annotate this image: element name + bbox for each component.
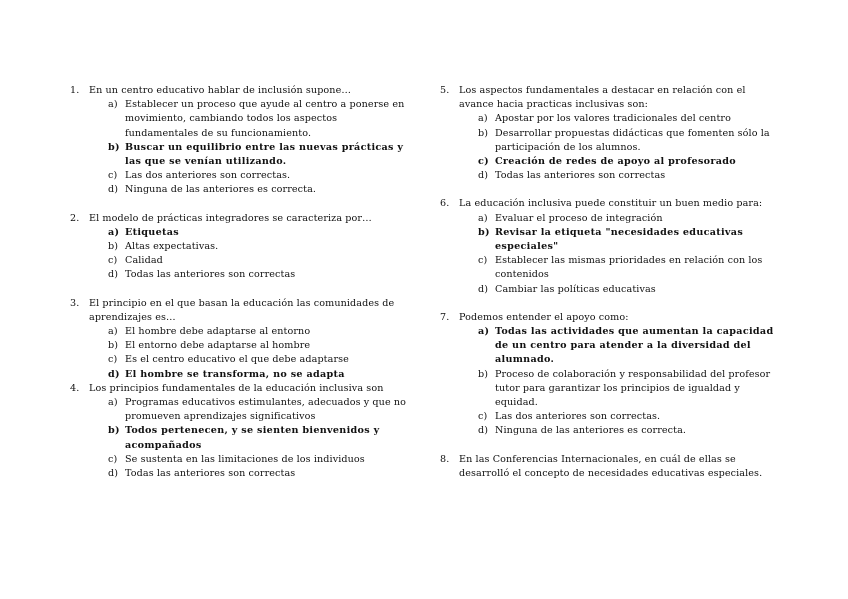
option-letter: a): [108, 326, 118, 338]
question-text: Los principios fundamentales de la educación inclusiva son: [89, 382, 384, 394]
answer-option: [478, 283, 775, 297]
option-letter: c): [478, 411, 488, 423]
correct-answer-option: [108, 368, 410, 382]
option-letter: a): [108, 226, 120, 238]
question-text: En las Conferencias Internacionales, en cuál de ellas se desarrolló el concepto de necesidades educativas especiales.: [459, 453, 763, 479]
question-stem: [70, 212, 410, 226]
answer-option: [478, 424, 775, 438]
option-letter: a): [478, 212, 488, 224]
option-letter: d): [478, 170, 489, 182]
option-letter: d): [108, 184, 119, 196]
answer-options: [108, 396, 410, 481]
answer-option: [108, 240, 410, 254]
option-letter: d): [478, 283, 489, 295]
option-letter: c): [108, 255, 118, 267]
option-letter: c): [108, 453, 118, 465]
option-letter: b): [108, 241, 119, 253]
question-3: [70, 297, 410, 382]
answer-option: [478, 212, 775, 226]
question-number: 8.: [440, 453, 450, 465]
answer-option: [108, 467, 410, 481]
option-letter: a): [108, 99, 118, 111]
question-text: El modelo de prácticas integradores se caracteriza por…: [89, 212, 372, 224]
question-8: [440, 453, 775, 481]
option-text: Evaluar el proceso de integración: [495, 212, 663, 224]
option-letter: a): [478, 113, 488, 125]
option-letter: b): [478, 368, 489, 380]
right-column: [440, 84, 775, 481]
question-stem: [70, 297, 410, 325]
left-column: [70, 84, 410, 481]
option-text: Establecer las mismas prioridades en relación con los contenidos: [495, 255, 763, 281]
option-text: Todas las anteriores son correctas: [495, 170, 666, 182]
option-text: Todas las anteriores son correctas: [125, 468, 296, 480]
option-text: Ninguna de las anteriores es correcta.: [495, 425, 687, 437]
answer-option: [478, 127, 775, 155]
question-stem: [440, 197, 775, 211]
question-stem: [440, 311, 775, 325]
answer-option: [108, 183, 410, 197]
option-letter: c): [108, 170, 118, 182]
option-letter: d): [108, 468, 119, 480]
answer-options: [478, 112, 775, 183]
option-text: El entorno debe adaptarse al hombre: [125, 340, 311, 352]
option-letter: a): [108, 397, 118, 409]
option-text: Revisar la etiqueta "necesidades educativas especiales": [495, 226, 744, 253]
option-letter: b): [478, 127, 489, 139]
option-text: Ninguna de las anteriores es correcta.: [125, 184, 317, 196]
question-4: [70, 382, 410, 481]
answer-option: [108, 254, 410, 268]
question-stem: [440, 453, 775, 481]
answer-option: [108, 169, 410, 183]
option-letter: c): [108, 354, 118, 366]
question-5: [440, 84, 775, 183]
correct-answer-option: [478, 325, 775, 368]
answer-option: [108, 339, 410, 353]
answer-option: [478, 254, 775, 282]
question-1: [70, 84, 410, 198]
answer-option: [108, 268, 410, 282]
option-text: Apostar por los valores tradicionales del centro: [495, 113, 731, 125]
option-letter: d): [478, 425, 489, 437]
option-text: Todas las anteriores son correctas: [125, 269, 296, 281]
option-text: El hombre debe adaptarse al entorno: [125, 326, 311, 338]
option-text: Proceso de colaboración y responsabilidad del profesor tutor para garantizar los principios de igualdad y equidad.: [495, 368, 771, 409]
option-letter: b): [108, 141, 120, 153]
answer-options: [478, 325, 775, 439]
question-text: El principio en el que basan la educación las comunidades de aprendizajes es…: [89, 297, 395, 323]
option-letter: b): [108, 340, 119, 352]
option-letter: c): [478, 255, 488, 267]
option-letter: c): [478, 156, 489, 168]
option-text: Calidad: [125, 255, 163, 267]
option-text: Buscar un equilibrio entre las nuevas prácticas y las que se venían utilizando.: [125, 141, 404, 168]
answer-option: [108, 453, 410, 467]
option-text: Establecer un proceso que ayude al centro a ponerse en movimiento, cambiando todos los aspectos fundamentales de su funcionamiento.: [125, 99, 405, 139]
question-text: Podemos entender el apoyo como:: [459, 311, 629, 323]
question-stem: [440, 84, 775, 112]
answer-options: [478, 212, 775, 297]
answer-options: [108, 98, 410, 197]
correct-answer-option: [108, 424, 410, 452]
answer-option: [478, 410, 775, 424]
correct-answer-option: [108, 226, 410, 240]
correct-answer-option: [108, 141, 410, 169]
question-number: 2.: [70, 212, 80, 224]
option-text: Todas las actividades que aumentan la capacidad de un centro para atender a la diversidad del alumnado.: [495, 326, 774, 366]
question-stem: [70, 84, 410, 98]
answer-option: [478, 169, 775, 183]
question-number: 7.: [440, 311, 450, 323]
question-number: 6.: [440, 198, 450, 210]
option-text: Las dos anteriores son correctas.: [125, 170, 291, 182]
option-text: Altas expectativas.: [125, 241, 219, 253]
question-number: 4.: [70, 382, 80, 394]
answer-option: [108, 396, 410, 424]
correct-answer-option: [478, 226, 775, 254]
option-text: Las dos anteriores son correctas.: [495, 411, 661, 423]
question-7: [440, 311, 775, 439]
option-text: Programas educativos estimulantes, adecuados y que no promueven aprendizajes significativos: [125, 397, 407, 423]
option-text: Creación de redes de apoyo al profesorado: [495, 156, 736, 168]
question-text: Los aspectos fundamentales a destacar en relación con el avance hacia practicas inclusivas son:: [459, 85, 746, 111]
correct-answer-option: [478, 155, 775, 169]
question-text: La educación inclusiva puede constituir un buen medio para:: [459, 198, 763, 210]
question-6: [440, 197, 775, 296]
question-text: En un centro educativo hablar de inclusión supone…: [89, 85, 352, 96]
option-text: Desarrollar propuestas didácticas que fomenten sólo la participación de los alumnos.: [495, 127, 770, 153]
answer-options: [108, 325, 410, 382]
option-text: Cambiar las políticas educativas: [495, 283, 656, 295]
answer-option: [478, 112, 775, 126]
option-text: Se sustenta en las limitaciones de los individuos: [125, 453, 365, 465]
answer-option: [108, 353, 410, 367]
question-number: 5.: [440, 85, 450, 96]
question-stem: [70, 382, 410, 396]
answer-option: [108, 98, 410, 141]
option-text: Es el centro educativo el que debe adaptarse: [125, 354, 349, 366]
option-letter: a): [478, 326, 490, 338]
option-letter: b): [478, 226, 490, 238]
option-text: El hombre se transforma, no se adapta: [125, 368, 345, 380]
option-text: Todos pertenecen, y se sienten bienvenidos y acompañados: [125, 425, 380, 451]
option-text: Etiquetas: [125, 226, 179, 238]
answer-option: [108, 325, 410, 339]
question-number: 3.: [70, 297, 80, 309]
option-letter: b): [108, 425, 120, 437]
question-number: 1.: [70, 85, 80, 96]
answer-options: [108, 226, 410, 283]
answer-option: [478, 368, 775, 411]
option-letter: d): [108, 368, 120, 380]
question-2: [70, 212, 410, 283]
option-letter: d): [108, 269, 119, 281]
